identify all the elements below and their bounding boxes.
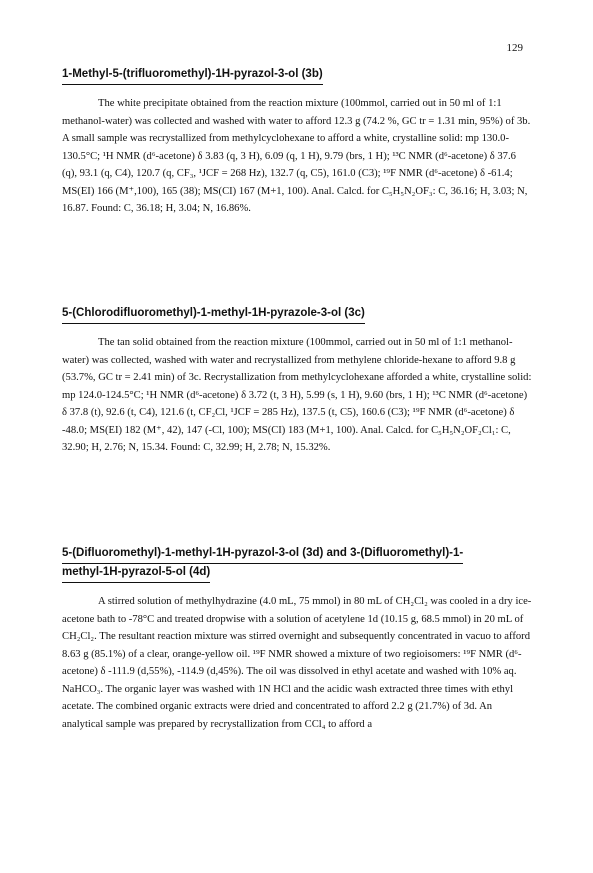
section-compound-3c <box>62 303 532 457</box>
section-compound-3d-4d <box>62 545 532 733</box>
section-paragraph: The tan solid obtained from the reaction mixture (100mmol, carried out in 50 ml of 1:1 methanol-water) was collected, washed with water and recrystallized from methylene chloride-hexane to afford 9.8 g (53.7%, GC tr = 2.41 min) of 3c. Recrystallization from methylcyclohexane afforded a white, crystalline solid: mp 124.0-124.5°C; ¹H NMR (d⁶-acetone) δ 3.72 (t, 3 H), 5.99 (s, 1 H), 9.60 (brs, 1 H); ¹³C NMR (d⁶-acetone) δ 37.8 (t), 92.6 (t, C4), 121.6 (t, CF₂Cl, ¹JCF = 285 Hz), 137.5 (t, C5), 160.6 (C3); ¹⁹F NMR (d⁶-acetone) δ -48.0; MS(EI) 182 (M⁺, 42), 147 (-Cl, 100); MS(CI) 183 (M+1, 100). Anal. Calcd. for C₅H₅N₂OF₂Cl₁: C, 32.90; H, 2.76; N, 15.34. Found: C, 32.99; H, 2.78; N, 15.32%. <box>62 337 532 453</box>
section-compound-3b <box>62 64 532 218</box>
section-heading: 5-(Chlorodifluoromethyl)-1-methyl-1H-pyrazole-3-ol (3c) <box>62 305 365 324</box>
section-paragraph: A stirred solution of methylhydrazine (4.0 mL, 75 mmol) in 80 mL of CH₂Cl₂ was cooled in a dry ice-acetone bath to -78°C and treated dropwise with a solution of acetylene 1d (10.15 g, 68.5 mmol) in 20 mL of CH₂Cl₂. The resultant reaction mixture was stirred overnight and subsequently concentrated in vacuo to afford 8.63 g (85.1%) of a clear, orange-yellow oil. ¹⁹F NMR showed a mixture of two regioisomers: ¹⁹F NMR (d⁶-acetone) δ -111.9 (d,55%), -114.9 (d,45%). The oil was dissolved in ethyl acetate and washed with 10% aq. NaHCO₃. The organic layer was washed with 1N HCl and the acidic wash extracted three times with ethyl acetate. The combined organic extracts were dried and concentrated to afford 2.2 g (21.7%) of 3d. An analytical sample was prepared by recrystallization from CCl₄ to afford a <box>62 596 532 730</box>
section-heading: 1-Methyl-5-(trifluoromethyl)-1H-pyrazol-3-ol (3b) <box>62 66 323 85</box>
section-paragraph: The white precipitate obtained from the reaction mixture (100mmol, carried out in 50 ml of 1:1 methanol-water) was collected and washed with water to afford 12.3 g (74.2 %, GC tr = 1.31 min, 95%) of 3b. A small sample was recrystallized from methylcyclohexane to afford a white, crystalline solid: mp 130.0-130.5°C; ¹H NMR (d⁶-acetone) δ 3.83 (q, 3 H), 6.09 (q, 1 H), 9.79 (brs, 1 H); ¹³C NMR (d⁶-acetone) δ 37.6 (q), 93.1 (q, C4), 120.7 (q, CF₃, ¹JCF = 268 Hz), 132.7 (q, C5), 161.0 (C3); ¹⁹F NMR (d⁶-acetone) δ -61.4; MS(EI) 166 (M⁺,100), 165 (38); MS(CI) 167 (M+1, 100). Anal. Calcd. for C₅H₅N₂OF₃: C, 36.16; H, 3.03; N, 16.87. Found: C, 36.18; H, 3.04; N, 16.86%. <box>62 98 531 214</box>
page-number: 129 <box>506 42 523 54</box>
section-heading-line-1: 5-(Difluoromethyl)-1-methyl-1H-pyrazol-3-ol (3d) and 3-(Difluoromethyl)-1- <box>62 545 463 564</box>
section-heading-line-2: methyl-1H-pyrazol-5-ol (4d) <box>62 564 210 583</box>
section-heading <box>62 545 532 583</box>
